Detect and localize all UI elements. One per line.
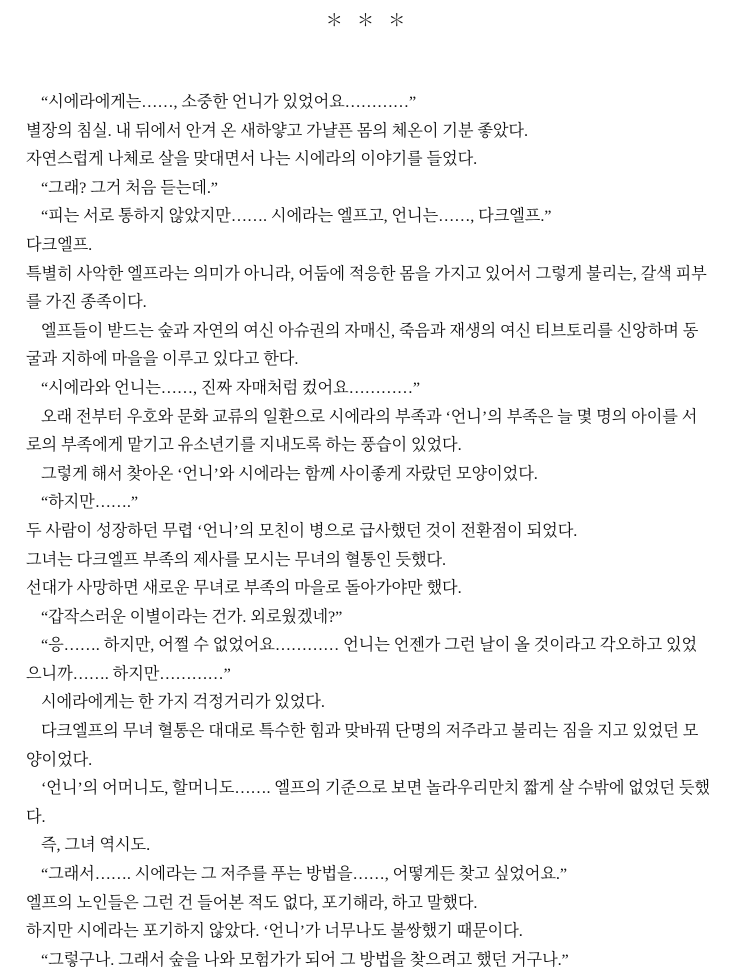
body-paragraph: “그렇구나. 그래서 숲을 나와 모험가가 되어 그 방법을 찾으려고 했던 거구나.” bbox=[41, 950, 569, 969]
body-paragraph: “갑작스러운 이별이라는 건가. 외로웠겠네?” bbox=[41, 607, 343, 626]
body-paragraph: “그래? 그거 처음 듣는데.” bbox=[41, 178, 218, 197]
body-paragraph: 별장의 침실. 내 뒤에서 안겨 온 새하얗고 가냘픈 몸의 체온이 기분 좋았다. bbox=[26, 121, 528, 140]
body-paragraph: 엘프의 노인들은 그런 건 들어본 적도 없다, 포기해라, 하고 말했다. bbox=[26, 893, 478, 912]
body-paragraph: 시에라에게는 한 가지 걱정거리가 있었다. bbox=[41, 693, 325, 712]
body-paragraph: “그래서……. 시에라는 그 저주를 푸는 방법을……, 어떻게든 찾고 싶었어요.” bbox=[41, 865, 567, 884]
body-paragraph: 두 사람이 성장하던 무렵 ‘언니’의 모친이 병으로 급사했던 것이 전환점이 되었다. bbox=[26, 521, 578, 540]
body-paragraph: 그렇게 해서 찾아온 ‘언니’와 시에라는 함께 사이좋게 자랐던 모양이었다. bbox=[41, 464, 538, 483]
body-paragraph: “시에라에게는……, 소중한 언니가 있었어요…………” bbox=[41, 93, 417, 111]
body-text-container bbox=[0, 36, 736, 974]
body-paragraph: 오래 전부터 우호와 문화 교류의 일환으로 시에라의 부족과 ‘언니’의 부족은 늘 몇 명의 아이를 서로의 부족에게 맡기고 유소년기를 지내도록 하는 풍습이 있었다. bbox=[26, 407, 698, 455]
body-paragraph: 즉, 그녀 역시도. bbox=[41, 836, 151, 855]
body-paragraph: ‘언니’의 어머니도, 할머니도……. 엘프의 기준으로 보면 놀라우리만치 짧게 살 수밖에 없었던 듯했다. bbox=[26, 779, 710, 826]
body-paragraph: 엘프들이 받드는 숲과 자연의 여신 아슈권의 자매신, 죽음과 재생의 여신 티브토리를 신앙하며 동굴과 지하에 마을을 이루고 있다고 한다. bbox=[26, 321, 699, 369]
body-paragraph: “응……. 하지만, 어쩔 수 없었어요………… 언니는 언젠가 그런 날이 올 것이라고 각오하고 있었으니까……. 하지만…………” bbox=[26, 636, 698, 683]
scene-break-divider: ＊ ＊ ＊ bbox=[325, 11, 411, 30]
body-paragraph: 하지만 시에라는 포기하지 않았다. ‘언니’가 너무나도 불쌍했기 때문이다. bbox=[26, 922, 523, 941]
body-paragraph: 다크엘프의 무녀 혈통은 대대로 특수한 힘과 맞바꿔 단명의 저주라고 불리는 짐을 지고 있었던 모양이었다. bbox=[26, 722, 699, 769]
body-paragraph: “시에라와 언니는……, 진짜 자매처럼 컸어요…………” bbox=[41, 378, 421, 397]
body-paragraph: 자연스럽게 나체로 살을 맞대면서 나는 시에라의 이야기를 들었다. bbox=[26, 150, 478, 169]
body-paragraph: 그녀는 다크엘프 부족의 제사를 모시는 무녀의 혈통인 듯했다. bbox=[26, 550, 447, 569]
body-paragraph: 선대가 사망하면 새로운 무녀로 부족의 마을로 돌아가야만 했다. bbox=[26, 579, 462, 598]
body-paragraph: “피는 서로 통하지 않았지만……. 시에라는 엘프고, 언니는……, 다크엘프.” bbox=[41, 207, 552, 226]
body-paragraph: 특별히 사악한 엘프라는 의미가 아니라, 어둠에 적응한 몸을 가지고 있어서 그렇게 불리는, 갈색 피부를 가진 종족이다. bbox=[26, 264, 707, 312]
body-paragraph: 다크엘프. bbox=[26, 235, 93, 254]
body-paragraph: “하지만…….” bbox=[41, 493, 138, 512]
